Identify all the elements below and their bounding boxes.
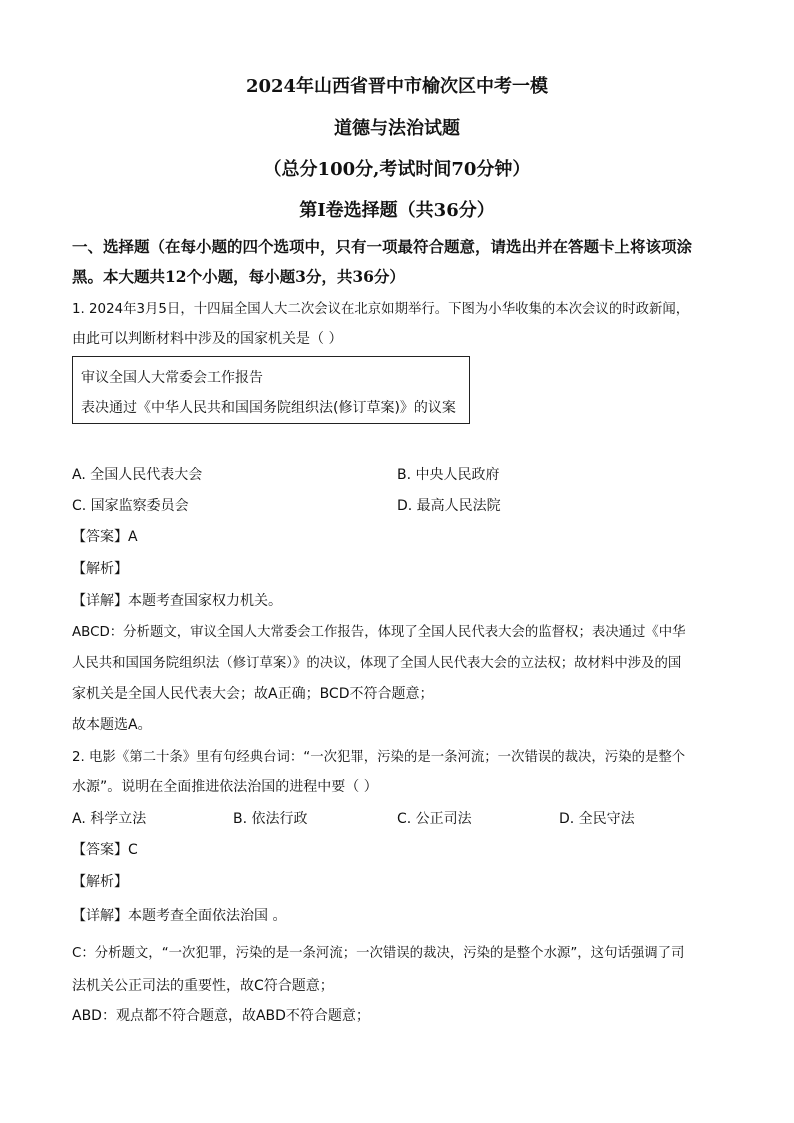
q2-option-a: A. 科学立法 (72, 811, 147, 827)
q1-detail: 【详解】本题考查国家权力机关。 (72, 593, 282, 609)
q1-answer: 【答案】A (72, 529, 138, 545)
q1-stem-line-1: 1. 2024年3月5日，十四届全国人大二次会议在北京如期举行。下图为小华收集的本次会议的时政新闻， (72, 302, 690, 317)
score-time: （总分100分,考试时间70分钟） (263, 159, 531, 180)
q2-explanation-line-1: C：分析题文，“一次犯罪，污染的是一条河流；一次错误的裁决，污染的是整个水源”，这句话强调了司 (72, 946, 685, 961)
q2-detail: 【详解】本题考查全面依法治国 。 (72, 908, 287, 924)
q1-explanation-line-1: ABCD：分析题文，审议全国人大常委会工作报告，体现了全国人民代表大会的监督权；表决通过《中华 (72, 625, 686, 640)
instructions-line-1: 一、选择题（在每小题的四个选项中，只有一项最符合题意，请选出并在答题卡上将该项涂 (72, 237, 693, 256)
q1-box-line-1: 审议全国人大常委会工作报告 (81, 370, 263, 386)
q2-answer: 【答案】C (72, 842, 138, 858)
instructions-line-2: 黑。本大题共12个小题，每小题3分，共36分） (72, 267, 405, 286)
q2-stem-line-1: 2. 电影《第二十条》里有句经典台词：“一次犯罪，污染的是一条河流；一次错误的裁决，污染的是整个 (72, 750, 686, 765)
q1-option-a: A. 全国人民代表大会 (72, 467, 203, 483)
q1-stem-line-2: 由此可以判断材料中涉及的国家机关是（ ） (72, 331, 343, 347)
q1-explanation-line-2: 人民共和国国务院组织法（修订草案）》的决议，体现了全国人民代表大会的立法权；故材料中涉及的国 (72, 656, 682, 671)
q2-analysis-label: 【解析】 (72, 874, 128, 890)
page-title: 2024年山西省晋中市榆次区中考一模 (245, 76, 549, 97)
q1-option-d: D. 最高人民法院 (397, 498, 501, 514)
q2-option-c: C. 公正司法 (397, 811, 472, 827)
q2-option-b: B. 依法行政 (233, 811, 308, 827)
q2-explanation-line-3: ABD：观点都不符合题意，故ABD不符合题意； (72, 1008, 370, 1024)
q2-option-d: D. 全民守法 (559, 811, 635, 827)
q1-option-b: B. 中央人民政府 (397, 467, 500, 483)
q2-explanation-line-2: 法机关公正司法的重要性，故C符合题意； (72, 978, 334, 994)
q1-conclusion: 故本题选A。 (72, 717, 152, 733)
q1-analysis-label: 【解析】 (72, 561, 128, 577)
section-title: 第Ⅰ卷选择题（共36分） (299, 200, 495, 221)
q1-box-line-2: 表决通过《中华人民共和国国务院组织法(修订草案)》的议案 (81, 400, 456, 416)
q1-material-box (72, 356, 470, 424)
q1-explanation-line-3: 家机关是全国人民代表大会；故A正确；BCD不符合题意； (72, 686, 434, 702)
q2-stem-line-2: 水源”。说明在全面推进依法治国的进程中要（ ） (72, 779, 378, 795)
subject-title: 道德与法治试题 (334, 118, 460, 139)
q1-option-c: C. 国家监察委员会 (72, 498, 189, 514)
